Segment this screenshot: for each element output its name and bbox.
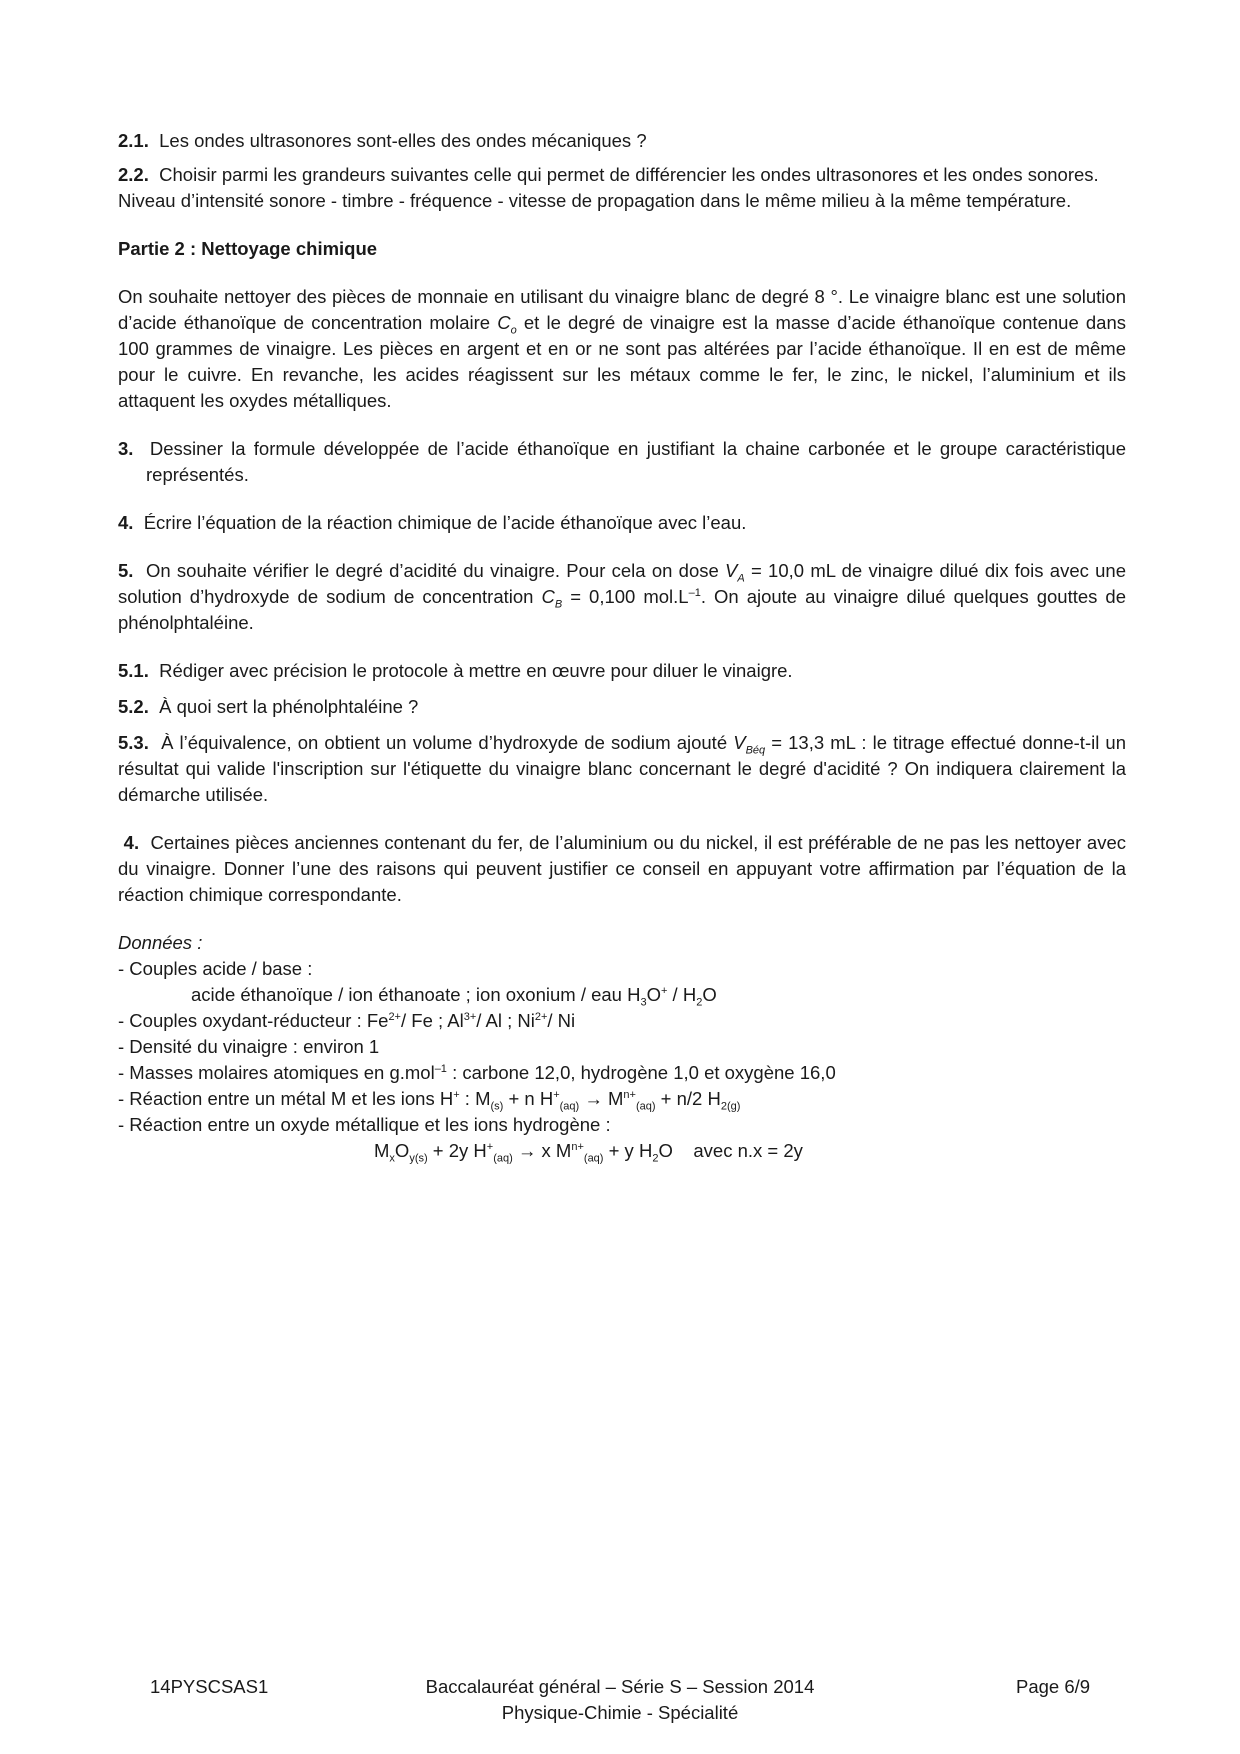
question-number: 2.1. <box>118 130 149 151</box>
question-3 <box>118 436 1126 488</box>
document-body <box>118 128 1126 1164</box>
question-4 <box>118 510 1126 536</box>
footer-page-number: Page 6/9 <box>1016 1676 1091 1697</box>
question-2-1 <box>118 128 1126 154</box>
question-text: Les ondes ultrasonores sont-elles des ondes mécaniques ? <box>159 130 647 151</box>
question-text: Certaines pièces anciennes contenant du fer, de l’aluminium ou du nickel, il est préférable de ne pas les nettoyer avec du vinaigre. Donner l’une des raisons qui peuvent justifier ce conseil en appuyant votre affirmation par l’équation de la réaction chimique correspondante. <box>118 832 1127 905</box>
donnees-couples-acide-base-detail: acide éthanoïque / ion éthanoate ; ion oxonium / eau $H_3O^+ / H_2O$ <box>191 984 717 1009</box>
question-number: 3. <box>118 438 134 459</box>
question-text: À quoi sert la phénolphtaléine ? <box>159 696 419 717</box>
question-2-2 <box>118 162 1126 188</box>
footer-line-1: Baccalauréat général – Série S – Session 2014 <box>425 1676 815 1697</box>
question-number: 5.3. <box>118 732 149 753</box>
question-5-2 <box>118 694 1126 720</box>
question-text: Dessiner la formule développée de l’acide éthanoïque en justifiant la chaine carbonée et le groupe caractéristique représentés. <box>146 438 1126 485</box>
donnees-equation-oxyde: $M_xO_{y(s)} + 2y$ $H^+_{(aq)} \to x$ $M^{n+}_{(aq)} + y$ $H_2O$ avec n.x = 2y <box>374 1140 803 1165</box>
donnees-title: Données : <box>118 932 203 953</box>
question-text: Écrire l’équation de la réaction chimique de l’acide éthanoïque avec l’eau. <box>143 512 747 533</box>
donnees-densite: - Densité du vinaigre : environ 1 <box>118 1036 380 1057</box>
question-4-bis <box>118 830 1126 908</box>
section-heading-partie-2: Partie 2 : Nettoyage chimique <box>118 238 378 259</box>
intro-text-1: On souhaite nettoyer des pièces de monnaie en utilisant du vinaigre blanc de degré 8 °. Le vinaigre blanc est une solution d’acide éthanoïque de concentration molaire <box>118 286 1126 333</box>
question-number: 2.2. <box>118 164 149 185</box>
question-number: 4. <box>123 832 140 853</box>
intro-paragraph <box>118 284 1126 414</box>
question-5-1 <box>118 658 1126 684</box>
question-number: 4. <box>118 512 134 533</box>
symbol-c0: $C_o$ <box>497 312 517 337</box>
donnees-masses-molaires: - Masses molaires atomiques en g.mol$^{-1}$ : carbone 12,0, hydrogène 1,0 et oxygène 16,0 <box>118 1062 836 1083</box>
question-5: 5. On souhaite vérifier le degré d’acidité du vinaigre. Pour cela on dose $V_A = 10,0$ mL de vinaigre dilué dix fois avec une solution d’hydroxyde de sodium de concentration $C_B = 0,100$ $mol.L^{-1}$. On ajoute au vinaigre dilué quelques gouttes de phénolphtaléine. <box>118 560 1126 633</box>
donnees-couples-redox: - Couples oxydant-réducteur : $Fe^{2+}/$ Fe ; $Al^{3+}/$ Al ; $Ni^{2+}/$ Ni <box>118 1010 576 1031</box>
donnees-block <box>118 930 1126 1164</box>
question-number: 5.2. <box>118 696 149 717</box>
question-2-2-options: Niveau d’intensité sonore - timbre - fréquence - vitesse de propagation dans le même milieu à la même température. <box>118 190 1072 211</box>
footer-line-2: Physique-Chimie - Spécialité <box>501 1702 739 1723</box>
intro-text-2: et le degré de vinaigre est la masse d’acide éthanoïque contenue dans 100 grammes de vinaigre. Les pièces en argent et en or ne sont pas altérées par l’acide éthanoïque. Il en est de même pour le cuivre. En revanche, les acides réagissent sur les métaux comme le fer, le zinc, le nickel, l’aluminium et ils attaquent les oxydes métalliques. <box>118 312 1126 411</box>
footer-code: 14PYSCSAS1 <box>150 1676 269 1697</box>
question-text: Rédiger avec précision le protocole à mettre en œuvre pour diluer le vinaigre. <box>159 660 793 681</box>
question-number: 5. <box>118 560 134 581</box>
donnees-reaction-metal: - Réaction entre un métal M et les ions H+ : $M_{(s)} + n$ $H^+_{(aq)} \to M^{n+}_{(aq)} + n/2$ $H_{2(g)}$ <box>118 1088 741 1113</box>
question-text: Choisir parmi les grandeurs suivantes celle qui permet de différencier les ondes ultrasonores et les ondes sonores. <box>159 164 1099 185</box>
donnees-couples-acide-base: - Couples acide / base : <box>118 958 313 979</box>
question-number: 5.1. <box>118 660 149 681</box>
question-5-3: 5.3. À l’équivalence, on obtient un volume d’hydroxyde de sodium ajouté $V_{Béq} = 13,3$ mL : le titrage effectué donne-t-il un résultat qui valide l'inscription sur l'étiquette du vinaigre blanc concernant le degré d'acidité ? On indiquera clairement la démarche utilisée. <box>118 732 1127 805</box>
donnees-reaction-oxyde: - Réaction entre un oxyde métallique et les ions hydrogène : <box>118 1114 611 1135</box>
